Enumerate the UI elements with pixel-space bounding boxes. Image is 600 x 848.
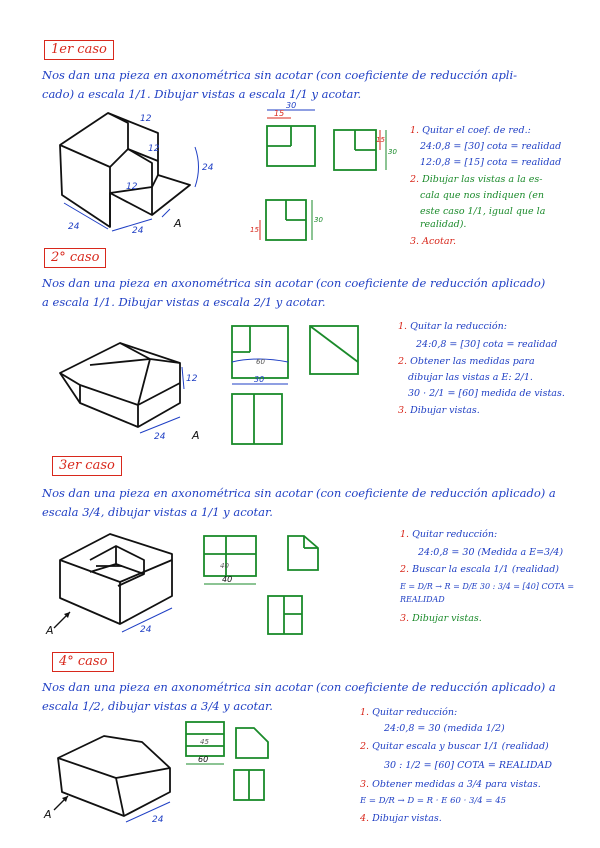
case2-step-2a: dibujar las vistas a E: 2/1.: [408, 372, 533, 383]
case1-iso-label-right-mid: 12: [148, 144, 160, 154]
step-number: 2.: [400, 564, 410, 575]
case1-step-2a: cala que nos indiquen (en: [420, 190, 544, 201]
case2-step-2b: 30 · 2/1 = [60] medida de vistas.: [408, 388, 565, 399]
case2-step-3: [398, 404, 583, 417]
step-number: 3.: [360, 779, 370, 790]
case3-statement-line1: Nos dan una pieza en axonométrica sin acotar (con coeficiente de reducción aplicado) a: [42, 486, 556, 500]
case3-step-3: [400, 612, 590, 625]
case3-top-view: [262, 592, 312, 642]
step-text: Dibujar vistas.: [412, 613, 482, 624]
case2-step-1: [398, 320, 583, 333]
case1-statement: [42, 66, 572, 104]
case3-statement: [42, 484, 587, 522]
case4-step-2a: 30 : 1/2 = [60] COTA = REALIDAD: [384, 760, 552, 771]
step-number: 2.: [360, 741, 370, 752]
case1-view-bottom-red: 15: [250, 226, 259, 234]
case1-step-2: [410, 173, 580, 186]
case3-view-width: 40: [222, 575, 233, 584]
step-text: Acotar.: [422, 236, 457, 247]
case4-step-1a: 24:0,8 = 30 (medida 1/2): [384, 723, 505, 734]
case3-statement-line2: escala 3/4, dibujar vistas a 1/1 y acotar.: [42, 505, 273, 519]
case3-step-1: [400, 528, 590, 541]
case1-step-2b: este caso 1/1, igual que la realidad).: [420, 206, 546, 230]
case2-steps: [398, 320, 583, 417]
step-text: Quitar escala y buscar 1/1 (realidad): [372, 741, 549, 752]
case1-view-right-red: 15: [376, 136, 385, 144]
case4-step-3a: E = D/R → D = R · E 60 · 3/4 = 45: [360, 796, 507, 806]
step-text: Dibujar las vistas a la es-: [422, 174, 543, 185]
case4-isometric-drawing: [40, 722, 200, 832]
case1-view-top-red: 15: [274, 109, 285, 118]
step-text: Buscar la escala 1/1 (realidad): [412, 564, 560, 575]
case2-step-2: [398, 355, 583, 368]
case4-view-width: 60: [198, 755, 209, 764]
step-number: 2.: [410, 174, 420, 185]
step-text: Quitar reducción:: [412, 529, 498, 540]
case4-step-4: [360, 812, 590, 825]
case4-statement-line2: escala 1/2, dibujar vistas a 3/4 y acotar.: [42, 699, 273, 713]
case1-step-1b: 12:0,8 = [15] cota = realidad: [420, 157, 562, 168]
case3-front-view: [196, 530, 266, 592]
case4-statement-line1: Nos dan una pieza en axonométrica sin acotar (con coeficiente de reducción aplicado) a: [42, 680, 556, 694]
step-number: 4.: [360, 813, 370, 824]
case1-step-1a: 24:0,8 = [30] cota = realidad: [420, 141, 562, 152]
case2-statement: [42, 274, 582, 312]
case1-iso-label-right: 24: [202, 163, 214, 173]
case1-iso-label-inner: 12: [126, 182, 138, 192]
step-number: 1.: [400, 529, 410, 540]
case2-front-view: [228, 322, 298, 388]
case4-front-view: [180, 718, 230, 774]
step-text: Quitar la reducción:: [410, 321, 507, 332]
case3-side-view: [282, 530, 332, 580]
case1-iso-label-bottom-left: 24: [68, 222, 80, 232]
case3-title: 3er caso: [52, 456, 122, 476]
case1-isometric-drawing: [40, 105, 214, 236]
case3-step-1a: 24:0,8 = 30 (Medida a E=3/4): [418, 547, 564, 558]
case1-iso-label-bottom-right: 24: [132, 226, 144, 236]
case3-view-inner: 40: [220, 562, 229, 570]
case1-view-top-blue: 30: [286, 101, 297, 110]
case4-step-3: [360, 778, 590, 791]
case4-view-inner: 45: [200, 738, 209, 746]
case2-view-radius: 60: [256, 358, 265, 366]
step-text: Dibujar vistas.: [372, 813, 442, 824]
case1-statement-line2: cado) a escala 1/1. Dibujar vistas a escala 1/1 y acotar.: [42, 87, 362, 101]
step-number: 3.: [398, 405, 408, 416]
case4-step-2: [360, 740, 590, 753]
case4-iso-arrow-label: A: [44, 808, 52, 821]
case1-side-view: [330, 126, 397, 176]
case2-statement-line1: Nos dan una pieza en axonométrica sin acotar (con coeficiente de reducción aplicado): [42, 276, 546, 290]
case2-isometric-drawing: [50, 325, 220, 445]
case1-view-right-green: 30: [388, 148, 397, 156]
case2-title: 2° caso: [44, 248, 106, 268]
step-number: 1.: [398, 321, 408, 332]
step-text: Quitar el coef. de red.:: [422, 125, 531, 136]
step-number: 3.: [410, 236, 420, 247]
step-text: Obtener las medidas para: [410, 356, 535, 367]
case1-step-3: [410, 235, 580, 248]
step-number: 2.: [398, 356, 408, 367]
case1-top-view: [250, 196, 326, 246]
step-number: 1.: [360, 707, 370, 718]
case3-step-2: [400, 563, 590, 576]
step-text: Dibujar vistas.: [410, 405, 480, 416]
case2-side-view: [306, 322, 366, 382]
case2-step-1a: 24:0,8 = [30] cota = realidad: [416, 339, 558, 350]
case1-iso-label-top: 12: [140, 114, 152, 124]
case2-view-width: 30: [254, 375, 265, 384]
case1-steps: [410, 124, 580, 248]
case2-top-view: [228, 390, 288, 450]
case4-steps: [360, 706, 590, 825]
case1-front-view: [262, 101, 322, 168]
step-text: Obtener medidas a 3/4 para vistas.: [372, 779, 541, 790]
case2-statement-line2: a escala 1/1. Dibujar vistas a escala 2/1 y acotar.: [42, 295, 326, 309]
case2-iso-label-right: 12: [186, 374, 198, 384]
case4-top-view: [230, 766, 270, 806]
case2-iso-label-bottom: 24: [154, 432, 166, 442]
step-number: 1.: [410, 125, 420, 136]
case1-view-bottom-green: 30: [314, 216, 323, 224]
step-number: 3.: [400, 613, 410, 624]
case1-step-1: [410, 124, 580, 137]
case3-step-2a: E = D/R → R = D/E 30 : 3/4 = [40] COTA = REALIDAD: [400, 582, 575, 604]
case3-iso-arrow-label: A: [46, 624, 54, 637]
case4-step-1: [360, 706, 590, 719]
case1-statement-line1: Nos dan una pieza en axonométrica sin acotar (con coeficiente de reducción apli-: [42, 68, 518, 82]
case4-iso-label-bottom: 24: [152, 815, 164, 825]
step-text: Quitar reducción:: [372, 707, 458, 718]
case3-isometric-drawing: [40, 520, 200, 640]
case4-side-view: [232, 722, 276, 766]
case1-iso-arrow-label: A: [174, 217, 182, 230]
case3-iso-label-bottom: 24: [140, 625, 152, 635]
case2-iso-arrow-label: A: [192, 429, 200, 442]
case1-title: 1er caso: [44, 40, 114, 60]
case3-steps: [400, 528, 590, 625]
case4-title: 4° caso: [52, 652, 114, 672]
